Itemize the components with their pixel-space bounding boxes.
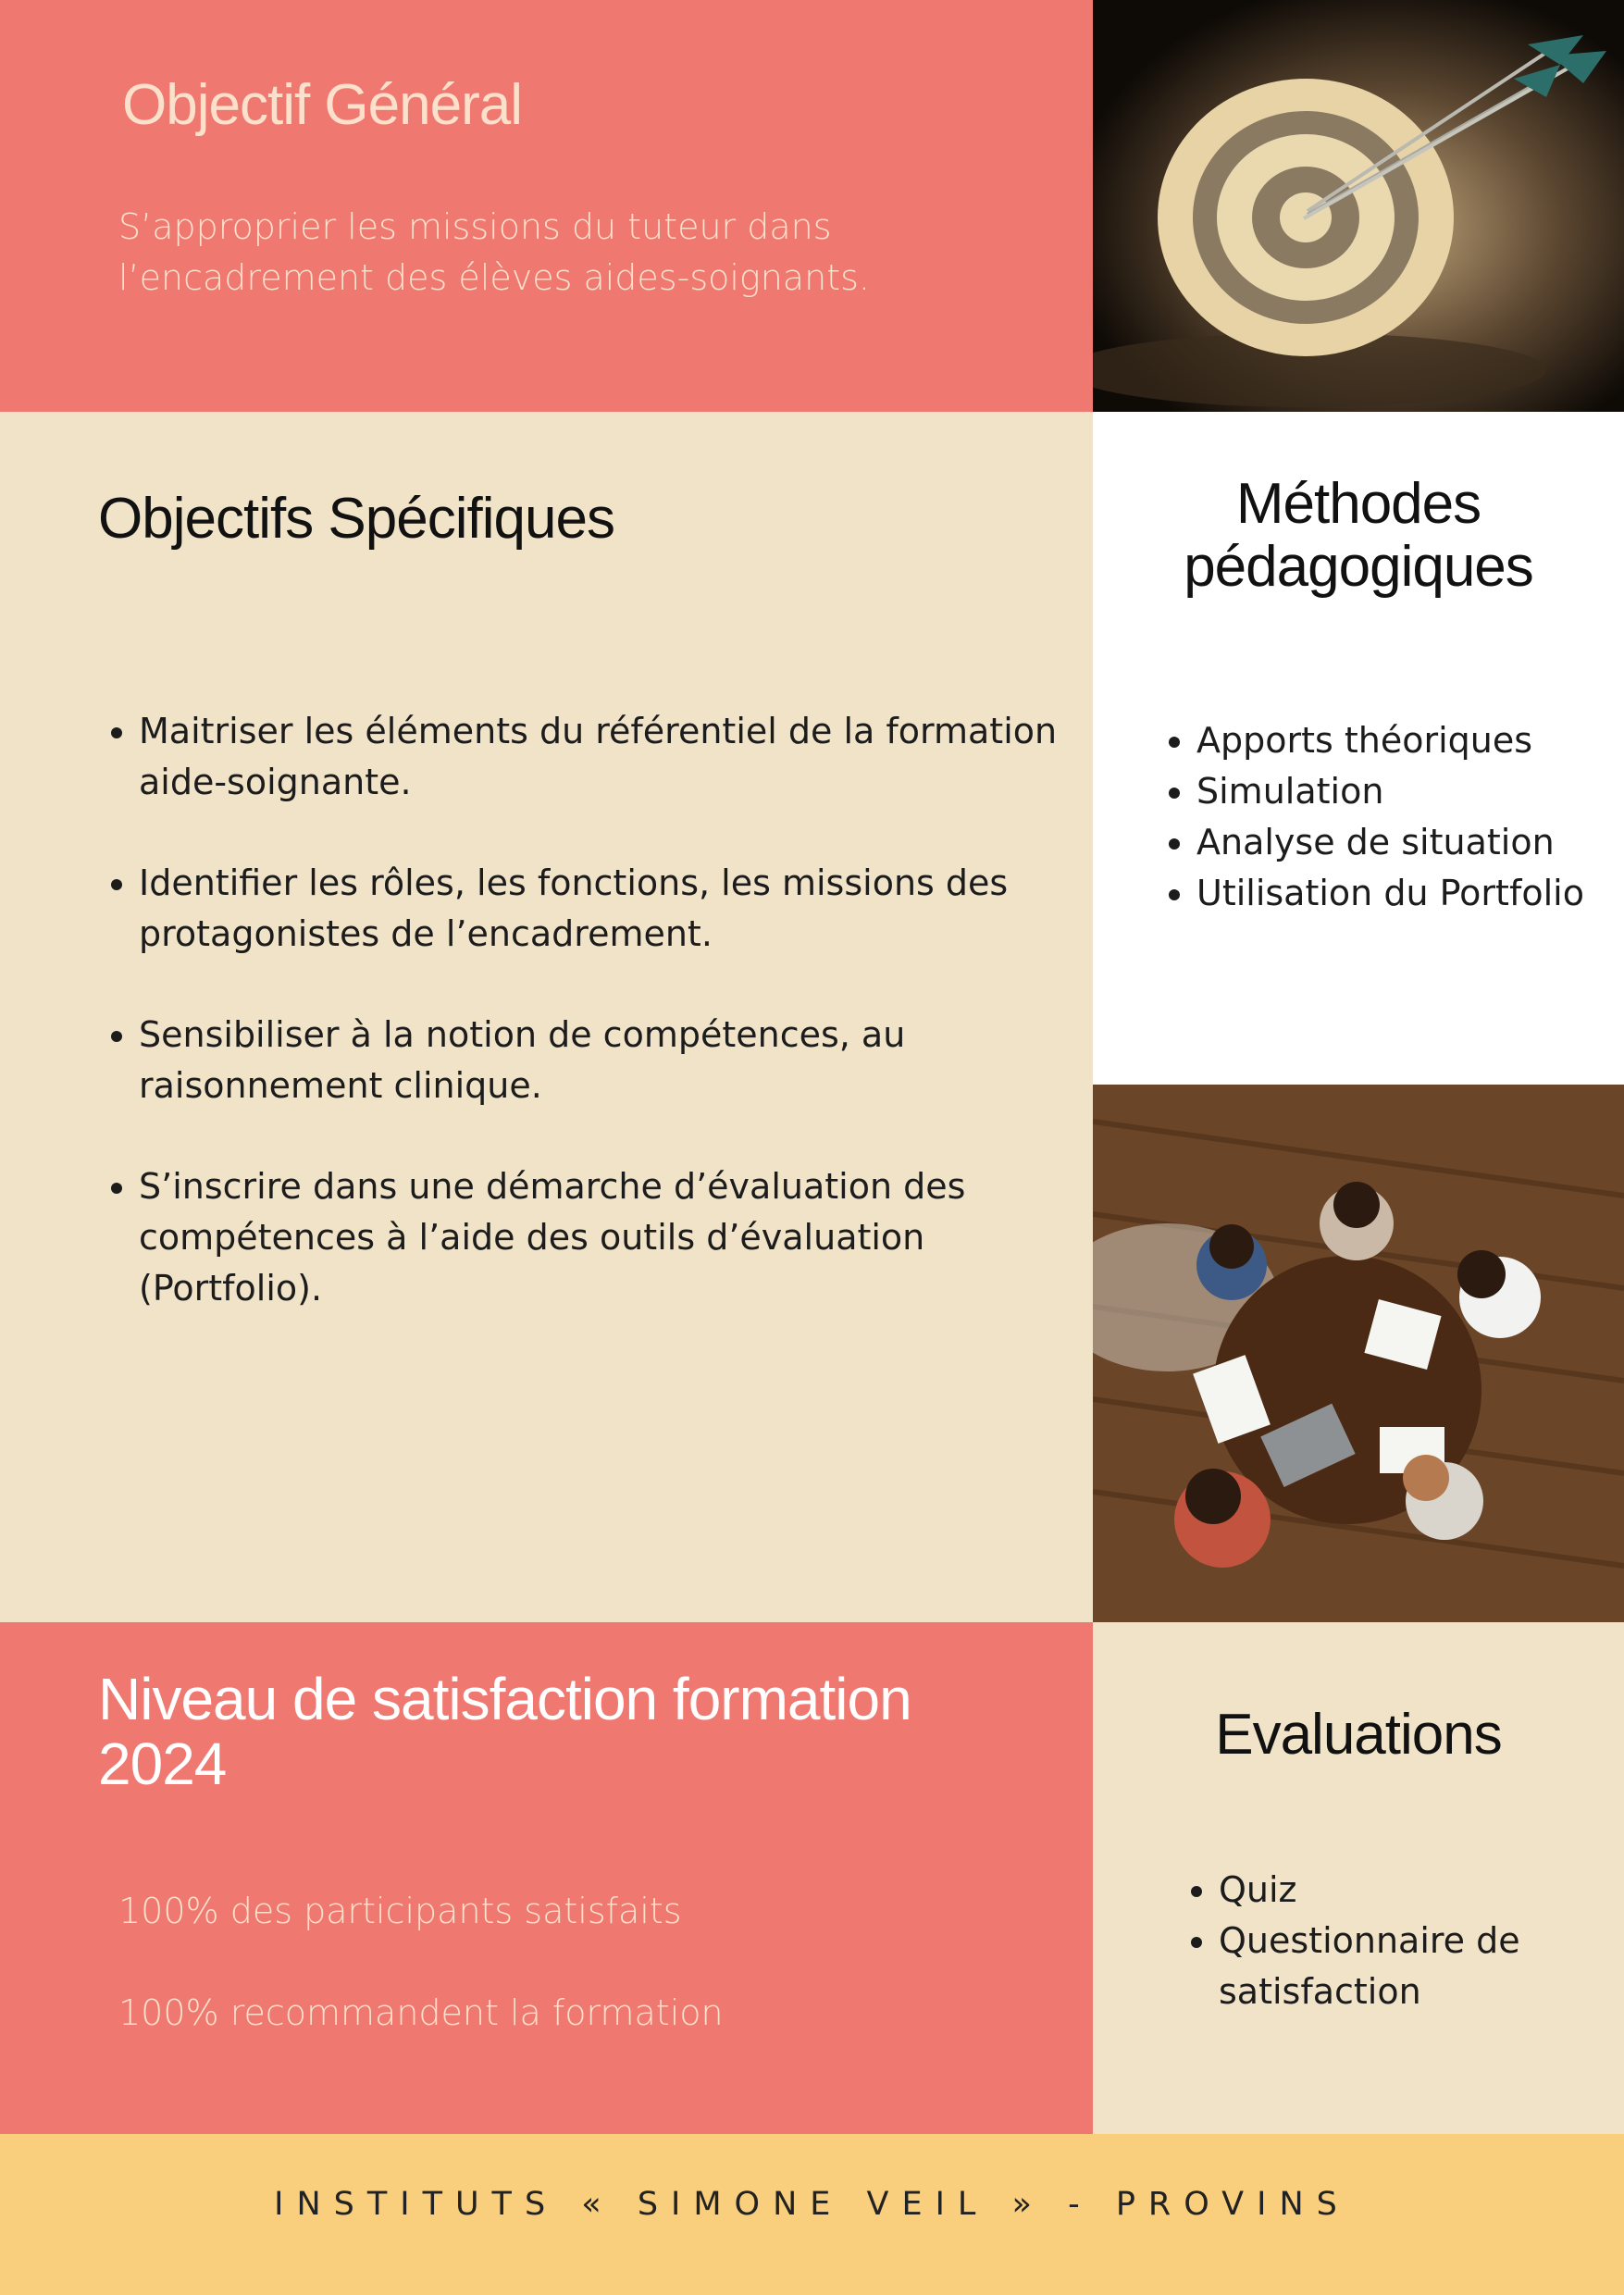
list-item: • Identifier les rôles, les fonctions, les missions des protagonistes de l’encadrement. [139,858,1083,960]
specific-objectives-section [0,412,1093,1622]
list-item: • Apports théoriques [1196,715,1584,766]
target-arrows-photo [1093,0,1624,412]
list-item: • Questionnaire de satisfaction [1219,1916,1607,2017]
footer [0,2134,1624,2295]
evaluations-title: Evaluations [1215,1703,1502,1767]
list-item: • Utilisation du Portfolio [1196,868,1584,919]
list-item: • Maitriser les éléments du référentiel de la formation aide-soignante. [139,706,1083,808]
list-item: • Simulation [1196,766,1584,817]
specific-objectives-title: Objectifs Spécifiques [98,487,614,551]
satisfaction-stat-recommend: 100% recommandent la formation [118,1992,724,2033]
group-meeting-photo [1093,1085,1624,1622]
organization-name: INSTITUTS « SIMONE VEIL » - PROVINS [274,2186,1350,2223]
list-item: • S’inscrire dans une démarche d’évaluation des compétences à l’aide des outils d’évaluation (Portfolio). [139,1161,1083,1314]
list-item: • Analyse de situation [1196,817,1584,868]
evaluations-list [1180,1865,1607,2017]
meeting-illustration [1093,1085,1624,1622]
teaching-methods-title: Méthodes pédagogiques [1184,472,1533,599]
general-objective-title: Objectif Général [122,73,522,137]
general-objective-text: S’approprier les missions du tuteur dans l’encadrement des élèves aides-soignants. [118,206,870,298]
list-item: • Quiz [1219,1865,1607,1916]
teaching-methods-list [1158,715,1584,919]
evaluations-section [1093,1622,1624,2134]
target-illustration [1093,0,1624,412]
teaching-methods-section [1093,412,1624,1085]
satisfaction-section [0,1622,1093,2134]
specific-objectives-list [91,706,1083,1364]
general-objective-section [0,0,1093,412]
satisfaction-title: Niveau de satisfaction formation 2024 [98,1666,911,1797]
satisfaction-stat-satisfied: 100% des participants satisfaits [118,1891,682,1931]
list-item: • Sensibiliser à la notion de compétences, au raisonnement clinique. [139,1010,1083,1111]
